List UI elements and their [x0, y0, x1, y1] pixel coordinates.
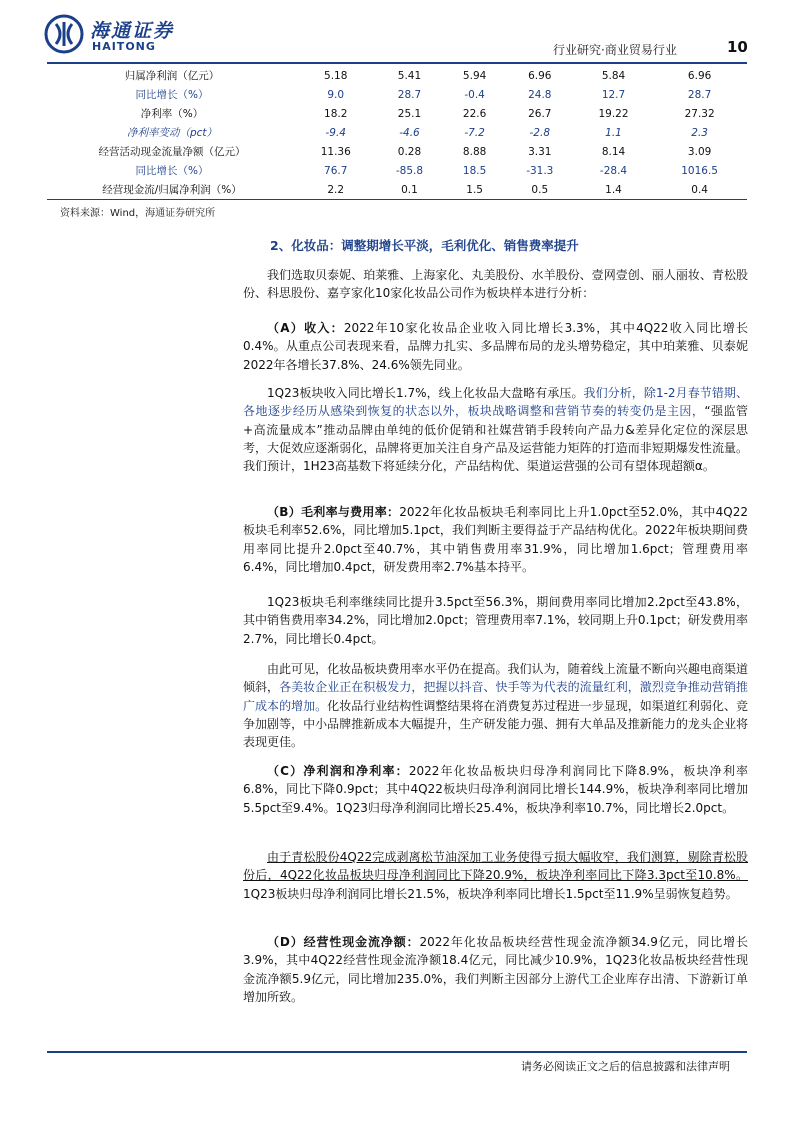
table-cell: 2.3: [691, 126, 708, 139]
paragraph-margin-expense: [243, 503, 748, 576]
table-cell: 0.28: [397, 145, 422, 158]
paragraph-heading-margin: （B）毛利率与费用率：: [267, 505, 400, 519]
table-cell: 28.7: [687, 88, 712, 101]
row-label: 经营现金流/归属净利润（%）: [47, 180, 297, 200]
table-cell: -7.2: [464, 126, 485, 139]
paragraph-expense-lead: 由此可见，化妆品板块费用率水平仍在提高。我们认为，随着线上流量不断向兴趣电商渠道倾斜，: [243, 662, 748, 695]
paragraph-qingsong-adjust: [243, 848, 748, 903]
paragraph-revenue: [243, 319, 748, 374]
paragraph-heading-revenue: （A）收入：: [267, 321, 344, 335]
paragraph-heading-cashflow: （D）经营性现金流净额：: [267, 935, 420, 949]
table-cell: 8.88: [462, 145, 487, 158]
table-cell: 18.5: [462, 164, 487, 177]
paragraph-1q23-revenue-analysis: 我们分析，除1-2月春节错期、各地逐步经历从感染到恢复的状态以外，板块战略调整和营销节奏的转变仍是主因，: [243, 386, 748, 419]
table-cell: 22.6: [462, 107, 487, 120]
table-row: [47, 161, 747, 180]
table-cell: 11.36: [320, 145, 351, 158]
table-cell: 12.7: [601, 88, 626, 101]
paragraph-heading-net-profit: （C）净利润和净利率：: [267, 764, 409, 778]
row-label: 净利率变动（pct）: [126, 127, 218, 139]
table-cell: 5.18: [324, 69, 348, 82]
table-row: [47, 123, 747, 142]
table-cell: -0.4: [464, 88, 485, 101]
footer-disclaimer: 请务必阅读正文之后的信息披露和法律声明: [521, 1060, 730, 1073]
paragraph-qingsong-tail: 1Q23板块归母净利润同比增长21.5%，板块净利率同比增长1.5pct至11.9%呈弱恢复趋势。: [243, 886, 738, 901]
paragraph-body-cashflow: 2022年化妆品板块经营性现金流净额34.9亿元，同比增长3.9%，其中4Q22经营性现金流净额18.4亿元，同比减少10.9%，1Q23化妆品板块经营性现金流净额5.9亿元，同比增加235.0%，我们判断主因部分上游代工企业库存出清、下游新订单增加所致。: [243, 935, 748, 1004]
table-row: [47, 180, 747, 200]
table-cell: 25.1: [397, 107, 422, 120]
table-cell: 0.5: [505, 180, 575, 200]
table-cell: 27.32: [684, 107, 715, 120]
paragraph-1q23-margin: 1Q23板块毛利率继续同比提升3.5pct至56.3%，期间费用率同比增加2.2pct至43.8%，其中销售费用率34.2%，同比增加2.0pct；管理费用率7.1%，较同期上升0.1pct；研发费用率2.7%，同比增长0.4pct。: [243, 595, 748, 646]
paragraph-sample-intro: 我们选取贝泰妮、珀莱雅、上海家化、丸美股份、水羊股份、壹网壹创、丽人丽妆、青松股份、科思股份、嘉亨家化10家化妆品公司作为板块样本进行分析：: [243, 268, 748, 301]
table-row: [47, 104, 747, 123]
table-cell: 26.7: [528, 107, 552, 120]
paragraph-body-revenue: 2022年10家化妆品企业收入同比增长3.3%，其中4Q22收入同比增长0.4%。从重点公司表现来看，品牌力扎实、多品牌布局的龙头增势稳定，其中珀莱雅、贝泰妮2022年各增长37.8%、24.6%领先同业。: [243, 321, 748, 372]
paragraph-body-net-profit: 2022年化妆品板块归母净利润同比下降8.9%，板块净利率6.8%，同比下降0.9pct；其中4Q22板块归母净利润同比增长144.9%，板块净利率同比增加5.5pct至9.4%。1Q23归母净利润同比增长25.4%，板块净利率10.7%，同比增长2.0pct。: [243, 764, 749, 815]
table-cell: 1016.5: [681, 164, 718, 177]
financial-summary-table: [47, 66, 747, 200]
paragraph-net-profit: [243, 762, 748, 817]
table-cell: 8.14: [601, 145, 626, 158]
header-divider: [47, 62, 747, 64]
table-row: [47, 142, 747, 161]
row-label: 净利率（%）: [140, 108, 204, 120]
table-cell: 1.5: [444, 180, 504, 200]
table-cell: 6.96: [528, 69, 552, 82]
paragraph-body-margin: 2022年化妆品板块毛利率同比上升1.0pct至52.0%，其中4Q22板块毛利率52.6%，同比增加5.1pct，我们判断主要得益于产品结构优化。2022年板块期间费用率同比提升2.0pct至40.7%，其中销售费用率31.9%，同比增加1.6pct；管理费用率6.4%，同比增加0.4pct，研发费用率2.7%基本持平。: [243, 505, 748, 574]
footer-divider: [47, 1051, 747, 1053]
paragraph-1q23-revenue-outlook: “强监管+高流量成本”推动品牌由单纯的低价促销和社媒营销手段转向产品力&差异化定位的深层思考，大促效应逐渐弱化，品牌将更加关注自身产品及运营能力矩阵的打造而非短期爆发性流量。我们预计，1H23高基数下将延续分化，产品结构优、渠道运营强的公司有望体现超额α。: [243, 404, 748, 474]
table-cell: 9.0: [327, 88, 345, 101]
table-source-note: 资料来源：Wind，海通证券研究所: [60, 208, 216, 219]
row-label: 同比增长（%）: [135, 89, 209, 101]
table-cell: 1.4: [575, 180, 652, 200]
table-cell: -28.4: [599, 164, 628, 177]
table-row: [47, 85, 747, 104]
paragraph-cashflow: [243, 933, 748, 1006]
paragraph-qingsong-underlined: 由于青松股份4Q22完成剥离松节油深加工业务使得亏损大幅收窄，我们测算，剔除青松股份后，4Q22化妆品板块归母净利润同比下降20.9%，板块净利率同比下降3.3pct至10.8%。: [243, 850, 748, 883]
logo-english-name: HAITONG: [92, 40, 156, 53]
page-header: [0, 0, 794, 70]
table-cell: -85.8: [395, 164, 424, 177]
table-cell: 2.2: [297, 180, 374, 200]
table-cell: 5.94: [462, 69, 487, 82]
table-cell: 76.7: [324, 164, 348, 177]
table-cell: -4.6: [399, 126, 420, 139]
paragraph-expense-highlight: 各美妆企业正在积极发力，把握以抖音、快手等为代表的流量红利，激烈竞争推动营销推广成本的增加。: [243, 680, 748, 713]
table-cell: 1.1: [605, 126, 622, 139]
table-cell: 5.84: [601, 69, 626, 82]
haitong-logo-icon: [44, 14, 84, 54]
table-cell: -2.8: [529, 126, 551, 139]
paragraph-expense-tail: 化妆品行业结构性调整结果将在消费复苏过程进一步显现，如渠道红利弱化、竞争加剧等，中小品牌推新成本大幅提升，生产研发能力强、拥有大单品及推新能力的龙头企业将表现更佳。: [243, 698, 748, 750]
table-cell: 19.22: [598, 107, 629, 120]
table-cell: 0.1: [374, 180, 444, 200]
table-cell: 6.96: [687, 69, 712, 82]
paragraph-expense-conclusion: [243, 660, 748, 751]
page-number: 10: [727, 38, 748, 56]
paragraph-1q23-revenue-lead: 1Q23板块收入同比增长1.7%，线上化妆品大盘略有承压。: [267, 386, 584, 400]
table-cell: 3.31: [528, 145, 552, 158]
table-cell: 3.09: [687, 145, 712, 158]
table-cell: -31.3: [526, 164, 554, 177]
paragraph-1q23-revenue: [243, 384, 748, 475]
table-cell: 28.7: [397, 88, 422, 101]
row-label: 经营活动现金流量净额（亿元）: [98, 146, 246, 158]
table-cell: 5.41: [397, 69, 422, 82]
section-title: 2、化妆品：调整期增长平淡，毛利优化、销售费率提升: [270, 238, 579, 253]
table-cell: 18.2: [324, 107, 348, 120]
header-report-category: 行业研究·商业贸易行业: [553, 43, 677, 57]
table-row: [47, 66, 747, 85]
table-cell: -9.4: [325, 126, 346, 139]
table-cell: 0.4: [652, 180, 747, 200]
logo-chinese-name: 海通证券: [90, 20, 175, 42]
row-label: 归属净利润（亿元）: [124, 70, 220, 82]
row-label: 同比增长（%）: [135, 165, 209, 177]
table-cell: 24.8: [528, 88, 552, 101]
